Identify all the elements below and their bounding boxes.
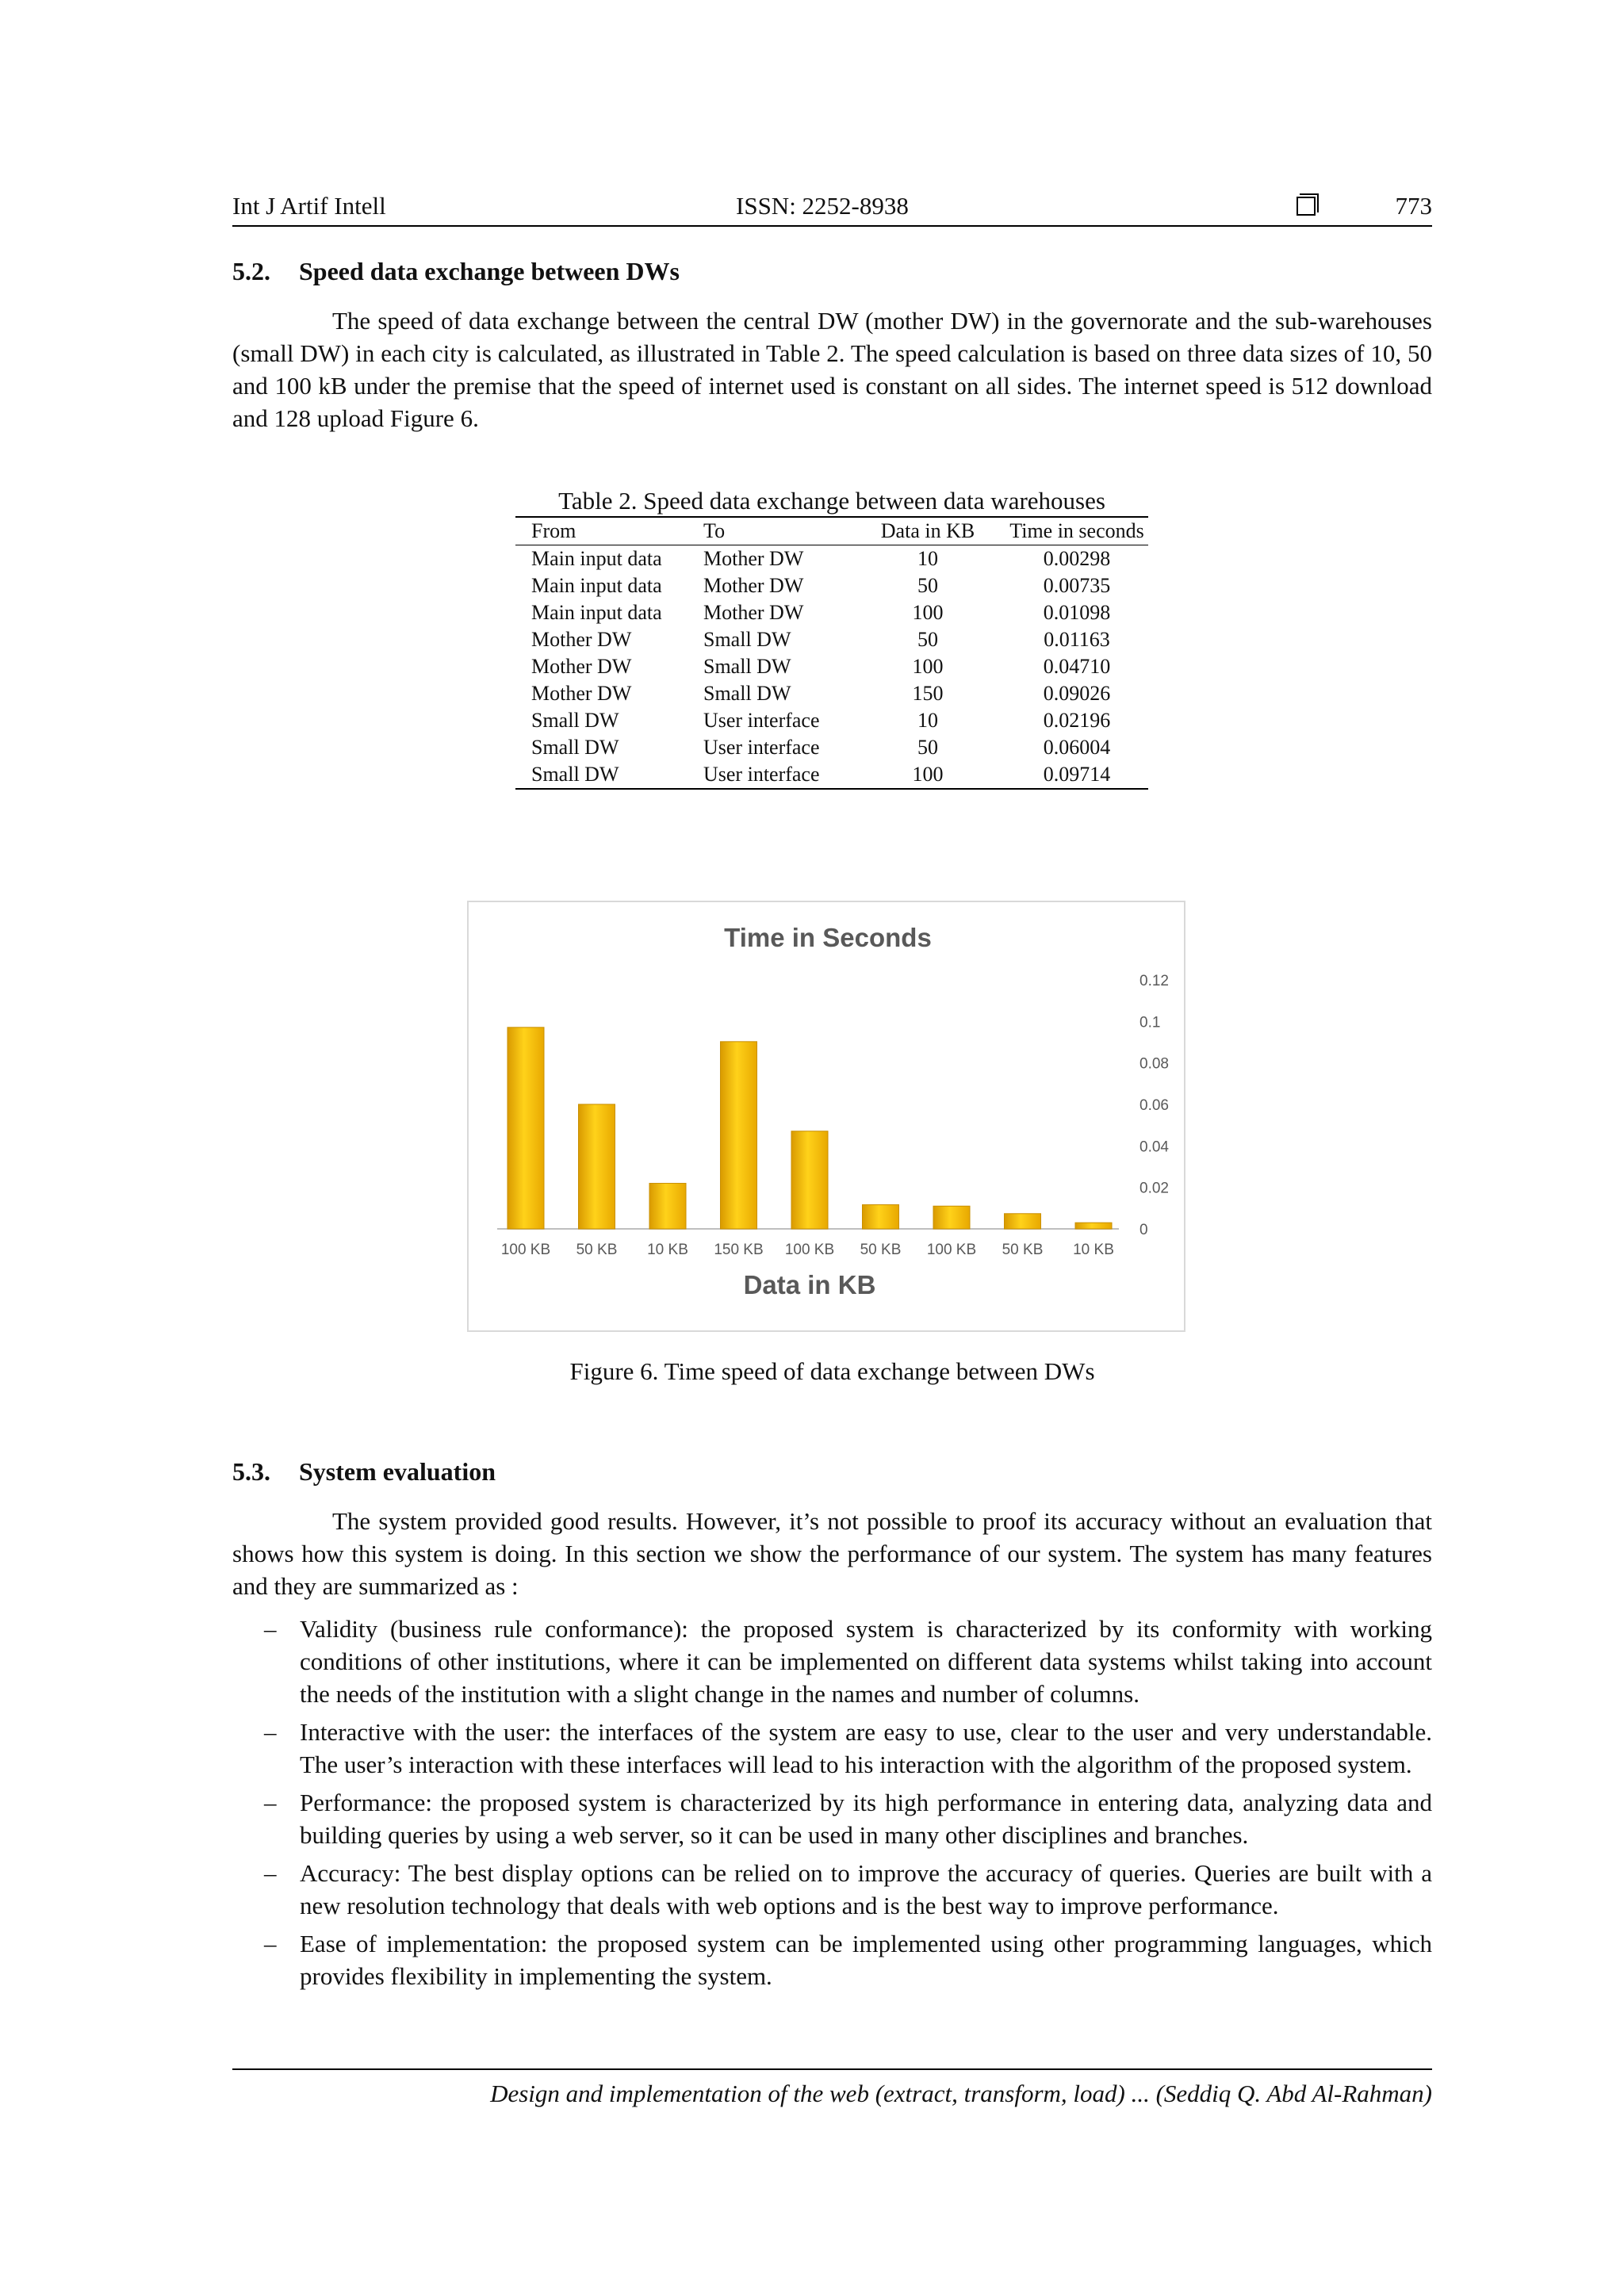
bullet-dash: – bbox=[264, 1930, 277, 1957]
x-tick-label: 150 KB bbox=[714, 1242, 764, 1258]
header-time-seconds: Time in seconds bbox=[1005, 517, 1148, 545]
list-item bbox=[232, 1786, 1432, 1851]
y-tick-label: 0 bbox=[1139, 1222, 1148, 1238]
y-tick-labels bbox=[1139, 973, 1169, 1238]
cell-data-kb: 150 bbox=[912, 682, 944, 705]
y-tick-label: 0.1 bbox=[1139, 1014, 1161, 1031]
x-tick-label: 100 KB bbox=[500, 1242, 551, 1258]
x-tick-labels bbox=[501, 1242, 1114, 1258]
issn: ISSN: 2252-8938 bbox=[736, 192, 909, 220]
bar bbox=[933, 1206, 970, 1229]
cell-data-kb: 100 bbox=[912, 655, 944, 678]
cell-to: Small DW bbox=[703, 628, 791, 651]
cell-to: User interface bbox=[703, 736, 820, 759]
list-item-text: Validity (business rule conformance): the proposed system is characterized by its conformity with working conditions of other institutions, where it can be implemented on different data systems whilst taking into account the needs of the institution with a slight change in the names and number of columns. bbox=[300, 1615, 1432, 1708]
cell-time: 0.04710 bbox=[1043, 655, 1111, 678]
x-tick-label: 10 KB bbox=[647, 1242, 688, 1258]
running-footer: Design and implementation of the web (extract, transform, load) ... (Seddiq Q. Abd Al-Rahman) bbox=[232, 2068, 1432, 2108]
list-item-text: Interactive with the user: the interfaces of the system are easy to use, clear to the user and very understandable. The user’s interaction with these interfaces will lead to his interaction with the algorithm of the proposed system. bbox=[300, 1718, 1432, 1778]
x-tick-label: 50 KB bbox=[1002, 1242, 1044, 1258]
paragraph-text: The system provided good results. However, it’s not possible to proof its accuracy without an evaluation that shows how this system is doing. In this section we show the performance of our system. The system has many features and they are summarized as : bbox=[232, 1507, 1432, 1600]
table-row bbox=[515, 572, 1148, 599]
cell-from: Main input data bbox=[531, 547, 662, 570]
cell-to: User interface bbox=[703, 709, 820, 732]
section-5-3-paragraph bbox=[232, 1505, 1432, 1602]
cell-time: 0.06004 bbox=[1043, 736, 1111, 759]
table-row bbox=[515, 680, 1148, 707]
section-title: Speed data exchange between DWs bbox=[299, 257, 680, 285]
cell-from: Mother DW bbox=[531, 655, 632, 678]
bars-group bbox=[508, 1027, 1112, 1229]
bullet-dash: – bbox=[264, 1615, 277, 1643]
y-tick-label: 0.08 bbox=[1139, 1055, 1169, 1073]
figure-6-chart bbox=[467, 901, 1185, 1332]
bullet-dash: – bbox=[264, 1859, 277, 1887]
cell-time: 0.02196 bbox=[1043, 709, 1111, 732]
x-tick-label: 50 KB bbox=[576, 1242, 618, 1258]
journal-name: Int J Artif Intell bbox=[232, 192, 386, 220]
chart-title: Time in Seconds bbox=[724, 923, 932, 952]
list-item-text: Accuracy: The best display options can be relied on to improve the accuracy of queries. Queries are built with a new resolution technology that deals with web options and is the best way to improve performance. bbox=[300, 1859, 1432, 1919]
section-5-2-paragraph bbox=[232, 304, 1432, 434]
bar bbox=[721, 1042, 757, 1229]
feature-list bbox=[232, 1613, 1432, 1998]
section-heading-5-3 bbox=[232, 1457, 496, 1487]
y-tick-label: 0.06 bbox=[1139, 1097, 1169, 1114]
cell-to: Mother DW bbox=[703, 574, 804, 597]
x-tick-label: 10 KB bbox=[1073, 1242, 1114, 1258]
cell-data-kb: 100 bbox=[912, 601, 944, 624]
paragraph-text: The speed of data exchange between the central DW (mother DW) in the governorate and the sub-warehouses (small DW) in each city is calculated, as illustrated in Table 2. The speed calculation is based on three data sizes of 10, 50 and 100 kB under the premise that the speed of internet used is constant on all sides. The internet speed is 512 download and 128 upload Figure 6. bbox=[232, 307, 1432, 432]
table-row bbox=[515, 653, 1148, 680]
y-tick-label: 0.04 bbox=[1139, 1138, 1169, 1156]
cell-from: Main input data bbox=[531, 574, 662, 597]
list-item bbox=[232, 1857, 1432, 1922]
cell-time: 0.09026 bbox=[1043, 682, 1111, 705]
header-from: From bbox=[515, 517, 688, 545]
cell-from: Main input data bbox=[531, 601, 662, 624]
bar bbox=[1075, 1223, 1112, 1229]
cell-from: Small DW bbox=[531, 736, 619, 759]
list-item bbox=[232, 1716, 1432, 1781]
cell-time: 0.00735 bbox=[1043, 574, 1111, 597]
cell-from: Mother DW bbox=[531, 682, 632, 705]
cell-to: Mother DW bbox=[703, 547, 804, 570]
cell-from: Mother DW bbox=[531, 628, 632, 651]
cell-time: 0.09714 bbox=[1005, 761, 1148, 789]
list-item-text: Performance: the proposed system is characterized by its high performance in entering data, analyzing data and building queries by using a web server, so it can be used in many other disciplines and branches. bbox=[300, 1789, 1432, 1849]
figure-caption: Figure 6. Time speed of data exchange between DWs bbox=[569, 1357, 1095, 1385]
list-item bbox=[232, 1927, 1432, 1992]
table-body bbox=[515, 545, 1148, 790]
x-tick-label: 50 KB bbox=[860, 1242, 902, 1258]
header-to: To bbox=[688, 517, 850, 545]
paper-page bbox=[232, 0, 1432, 2296]
cell-data-kb: 10 bbox=[917, 709, 938, 732]
cell-time: 0.00298 bbox=[1043, 547, 1111, 570]
table-caption: Table 2. Speed data exchange between data warehouses bbox=[558, 487, 1105, 515]
cell-data-kb: 100 bbox=[850, 761, 1005, 789]
x-tick-label: 100 KB bbox=[926, 1242, 977, 1258]
y-tick-label: 0.02 bbox=[1139, 1180, 1169, 1197]
section-title: System evaluation bbox=[299, 1457, 496, 1486]
table-header-row bbox=[515, 517, 1148, 545]
cell-data-kb: 50 bbox=[917, 574, 938, 597]
bar bbox=[508, 1027, 544, 1229]
cell-time: 0.01163 bbox=[1044, 628, 1110, 651]
page-number: 773 bbox=[1395, 192, 1432, 220]
cell-to: Mother DW bbox=[703, 601, 804, 624]
cell-to: Small DW bbox=[703, 682, 791, 705]
cell-from: Small DW bbox=[515, 761, 688, 789]
list-item bbox=[232, 1613, 1432, 1710]
list-item-text: Ease of implementation: the proposed system can be implemented using other programming languages, which provides flexibility in implementing the system. bbox=[300, 1930, 1432, 1990]
table-row bbox=[515, 734, 1148, 761]
table-row bbox=[515, 545, 1148, 573]
section-number: 5.2. bbox=[232, 257, 270, 285]
bar bbox=[579, 1104, 615, 1229]
cell-data-kb: 10 bbox=[917, 547, 938, 570]
bar bbox=[791, 1131, 828, 1229]
bar-chart bbox=[469, 902, 1187, 1334]
bar bbox=[1005, 1214, 1041, 1229]
bullet-dash: – bbox=[264, 1789, 277, 1816]
table-2 bbox=[515, 486, 1148, 790]
x-axis-label: Data in KB bbox=[743, 1270, 876, 1299]
header-data-kb: Data in KB bbox=[850, 517, 1005, 545]
cell-to: User interface bbox=[688, 761, 850, 789]
cell-from: Small DW bbox=[531, 709, 619, 732]
cell-time: 0.01098 bbox=[1043, 601, 1111, 624]
section-heading-5-2 bbox=[232, 257, 680, 286]
data-table bbox=[515, 516, 1148, 790]
cell-data-kb: 50 bbox=[917, 628, 938, 651]
table-row bbox=[515, 761, 1148, 789]
cell-data-kb: 50 bbox=[917, 736, 938, 759]
bullet-dash: – bbox=[264, 1718, 277, 1746]
table-row bbox=[515, 599, 1148, 626]
cell-to: Small DW bbox=[703, 655, 791, 678]
x-tick-label: 100 KB bbox=[784, 1242, 835, 1258]
bar bbox=[649, 1184, 686, 1229]
y-tick-label: 0.12 bbox=[1139, 973, 1169, 989]
box-icon bbox=[1297, 197, 1316, 216]
bar bbox=[863, 1205, 899, 1229]
running-header bbox=[232, 190, 1432, 227]
section-number: 5.3. bbox=[232, 1457, 270, 1486]
table-row bbox=[515, 707, 1148, 734]
table-row bbox=[515, 626, 1148, 653]
